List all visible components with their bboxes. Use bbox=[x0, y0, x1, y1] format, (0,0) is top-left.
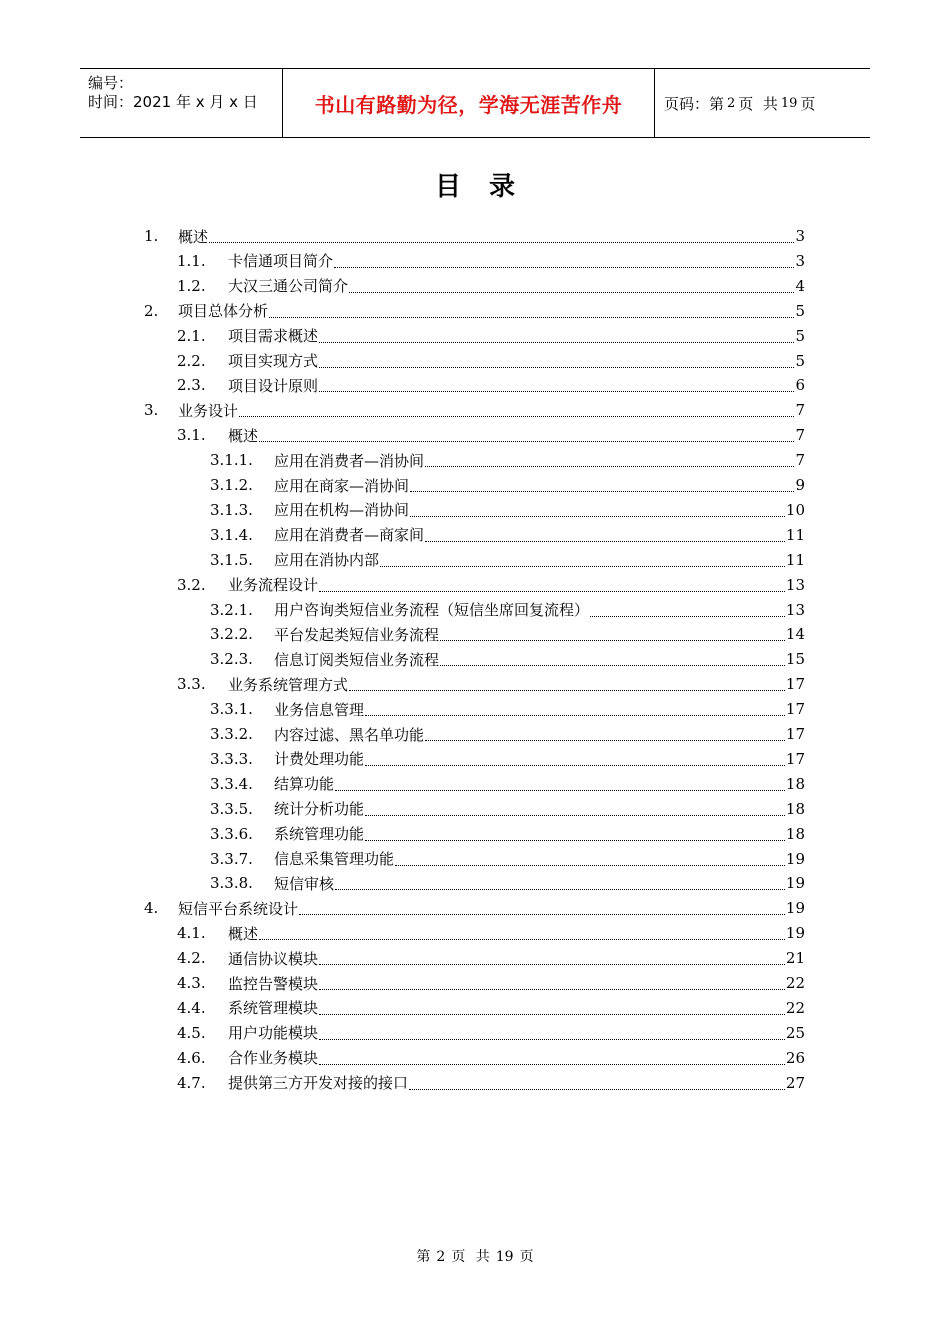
toc-entry-number: 2.2. bbox=[177, 351, 206, 370]
toc-entry-title: 应用在商家—消协间 bbox=[274, 476, 410, 495]
toc-entry-page: 27 bbox=[785, 1073, 805, 1092]
toc-entry[interactable] bbox=[210, 647, 805, 671]
toc-entry-page: 11 bbox=[785, 550, 805, 569]
toc-entry-number: 3. bbox=[144, 401, 159, 420]
toc-entry-number: 2. bbox=[144, 301, 159, 320]
toc-dot-leader bbox=[440, 664, 785, 666]
toc-entry-title: 业务信息管理 bbox=[274, 700, 365, 719]
toc-entry-page: 21 bbox=[785, 949, 805, 968]
toc-dot-leader bbox=[319, 341, 794, 343]
toc-entry-title: 项目设计原则 bbox=[228, 376, 319, 395]
toc-entry[interactable] bbox=[177, 423, 805, 447]
toc-entry-number: 3.2. bbox=[177, 575, 206, 594]
toc-entry[interactable] bbox=[210, 622, 805, 646]
toc-dot-leader bbox=[269, 316, 794, 318]
toc-entry-page: 19 bbox=[785, 874, 805, 893]
toc-entry-number: 4. bbox=[144, 899, 159, 918]
toc-entry-number: 2.1. bbox=[177, 326, 206, 345]
toc-entry-title: 项目总体分析 bbox=[178, 302, 269, 321]
toc-dot-leader bbox=[365, 764, 785, 766]
toc-entry-number: 4.2. bbox=[177, 949, 206, 968]
toc-entry-page: 7 bbox=[795, 401, 805, 420]
toc-dot-leader bbox=[590, 615, 785, 617]
toc-entry-page: 17 bbox=[785, 749, 805, 768]
toc-dot-leader bbox=[319, 1063, 785, 1065]
toc-entry-number: 3.2.2. bbox=[210, 625, 253, 644]
header-meta-cell bbox=[80, 69, 283, 137]
header-motto-cell bbox=[283, 69, 655, 137]
toc-entry-title: 用户功能模块 bbox=[228, 1024, 319, 1043]
toc-entry[interactable] bbox=[177, 1071, 805, 1095]
toc-entry-number: 3.3.7. bbox=[210, 849, 253, 868]
toc-dot-leader bbox=[425, 465, 794, 467]
toc-dot-leader bbox=[349, 291, 794, 293]
toc-entry-number: 3.3.1. bbox=[210, 700, 253, 719]
toc-entry-title: 项目需求概述 bbox=[228, 327, 319, 346]
toc-entry-page: 18 bbox=[785, 824, 805, 843]
toc-entry-number: 2.3. bbox=[177, 376, 206, 395]
toc-entry-number: 3.3.3. bbox=[210, 749, 253, 768]
toc-dot-leader bbox=[410, 490, 794, 492]
toc-dot-leader bbox=[365, 839, 785, 841]
toc-entry-page: 3 bbox=[795, 251, 805, 270]
toc-entry-title: 应用在消费者—消协间 bbox=[274, 451, 425, 470]
toc-entry-title: 统计分析功能 bbox=[274, 800, 365, 819]
toc-entry-title: 短信平台系统设计 bbox=[178, 899, 299, 918]
toc-entry-number: 3.2.1. bbox=[210, 600, 253, 619]
toc-entry-page: 9 bbox=[795, 476, 805, 494]
toc-dot-leader bbox=[425, 540, 785, 542]
toc-entry-title: 卡信通项目简介 bbox=[228, 252, 334, 271]
toc-entry[interactable] bbox=[210, 448, 805, 472]
toc-entry-page: 7 bbox=[795, 426, 805, 445]
toc-dot-leader bbox=[319, 366, 794, 368]
toc-dot-leader bbox=[239, 415, 794, 417]
toc-entry-title: 大汉三通公司简介 bbox=[228, 277, 349, 296]
header-page-cell bbox=[655, 69, 870, 137]
page-title: 目录 bbox=[434, 172, 543, 202]
page-footer bbox=[0, 1246, 950, 1266]
toc-entry-number: 3.3.2. bbox=[210, 725, 253, 743]
toc-entry[interactable] bbox=[177, 349, 805, 373]
toc-entry-number: 4.1. bbox=[177, 924, 206, 943]
toc-entry-page: 26 bbox=[785, 1048, 805, 1067]
toc-entry-title: 计费处理功能 bbox=[274, 750, 365, 769]
toc-dot-leader bbox=[259, 440, 794, 442]
toc-dot-leader bbox=[349, 689, 785, 691]
toc-entry-number: 1.2. bbox=[177, 276, 206, 295]
toc-dot-leader bbox=[425, 739, 785, 741]
toc-entry[interactable] bbox=[210, 822, 805, 846]
toc-entry[interactable] bbox=[177, 946, 805, 970]
toc-entry-title: 通信协议模块 bbox=[228, 949, 319, 968]
toc-entry-number: 3.3.8. bbox=[210, 874, 253, 893]
toc-entry[interactable] bbox=[210, 697, 805, 721]
toc-entry-number: 4.6. bbox=[177, 1048, 206, 1067]
toc-entry-page: 5 bbox=[795, 351, 805, 370]
toc-dot-leader bbox=[365, 814, 785, 816]
toc-entry-title: 业务流程设计 bbox=[228, 576, 319, 595]
toc-entry-title: 概述 bbox=[228, 426, 259, 445]
toc-entry[interactable] bbox=[210, 847, 805, 871]
toc-entry[interactable] bbox=[177, 274, 805, 298]
toc-entry-page: 4 bbox=[795, 276, 805, 295]
toc-dot-leader bbox=[395, 864, 785, 866]
toc-entry-number: 4.7. bbox=[177, 1073, 206, 1092]
toc-entry[interactable] bbox=[210, 772, 805, 796]
toc-dot-leader bbox=[410, 515, 785, 517]
toc-entry[interactable] bbox=[144, 299, 805, 323]
toc-dot-leader bbox=[209, 241, 794, 243]
toc-entry-title: 内容过滤、黑名单功能 bbox=[274, 725, 425, 744]
toc-entry-title: 结算功能 bbox=[274, 775, 335, 794]
toc-entry-title: 业务系统管理方式 bbox=[228, 675, 349, 694]
toc-entry-number: 3.3.4. bbox=[210, 774, 253, 793]
toc-entry-page: 17 bbox=[785, 700, 805, 719]
toc-dot-leader bbox=[440, 639, 785, 641]
toc-entry-page: 17 bbox=[785, 725, 805, 743]
toc-entry-page: 18 bbox=[785, 799, 805, 818]
toc-entry[interactable] bbox=[210, 548, 805, 572]
toc-dot-leader bbox=[319, 988, 785, 990]
footer-current: 2 bbox=[436, 1249, 446, 1265]
toc-entry[interactable] bbox=[177, 971, 805, 995]
toc-dot-leader bbox=[335, 789, 785, 791]
toc-entry[interactable] bbox=[177, 573, 805, 597]
toc-entry-page: 11 bbox=[785, 525, 805, 544]
toc-entry-page: 15 bbox=[785, 650, 805, 669]
toc-entry-page: 5 bbox=[795, 301, 805, 320]
toc-dot-leader bbox=[319, 1013, 785, 1015]
toc-entry[interactable] bbox=[177, 324, 805, 348]
toc-entry[interactable] bbox=[210, 722, 805, 746]
toc-dot-leader bbox=[319, 390, 794, 392]
toc-entry[interactable] bbox=[177, 921, 805, 945]
toc-entry-number: 1. bbox=[144, 227, 159, 245]
footer-unit2: 页 bbox=[519, 1249, 534, 1265]
toc-entry-number: 3.1.3. bbox=[210, 500, 253, 519]
toc-entry-number: 3.1. bbox=[177, 426, 206, 445]
page-label: 页码：第 bbox=[664, 94, 725, 113]
toc-entry-page: 19 bbox=[785, 899, 805, 918]
footer-total: 19 bbox=[495, 1249, 514, 1265]
toc-entry-page: 6 bbox=[795, 376, 805, 395]
toc-entry[interactable] bbox=[210, 498, 805, 522]
toc-entry-number: 4.3. bbox=[177, 974, 206, 992]
toc-entry-page: 7 bbox=[795, 451, 805, 470]
toc-entry[interactable] bbox=[210, 797, 805, 821]
toc-entry-title: 概述 bbox=[178, 227, 209, 246]
toc-entry[interactable] bbox=[177, 373, 805, 397]
toc-entry[interactable] bbox=[210, 871, 805, 895]
toc-entry-page: 5 bbox=[795, 326, 805, 345]
toc-dot-leader bbox=[409, 1088, 785, 1090]
toc-entry-title: 项目实现方式 bbox=[228, 352, 319, 370]
toc-dot-leader bbox=[335, 888, 785, 890]
toc-entry-number: 3.3. bbox=[177, 675, 206, 694]
toc-entry-title: 系统管理功能 bbox=[274, 825, 365, 844]
toc-entry-number: 3.3.5. bbox=[210, 799, 253, 818]
toc-entry-title: 监控告警模块 bbox=[228, 974, 319, 993]
toc-entry[interactable] bbox=[177, 1021, 805, 1045]
toc-entry-title: 应用在机构—消协间 bbox=[274, 501, 410, 520]
toc-entry[interactable] bbox=[177, 672, 805, 696]
toc-entry[interactable] bbox=[177, 996, 805, 1020]
toc-entry-title: 提供第三方开发对接的接口 bbox=[228, 1074, 409, 1093]
toc-entry-number: 3.1.4. bbox=[210, 525, 253, 544]
toc-entry[interactable] bbox=[210, 523, 805, 547]
toc-entry-title: 信息订阅类短信业务流程 bbox=[274, 650, 440, 669]
toc-entry-page: 22 bbox=[785, 974, 805, 992]
footer-unit: 页 bbox=[451, 1249, 466, 1265]
toc-entry-page: 22 bbox=[785, 998, 805, 1017]
toc-entry-page: 19 bbox=[785, 849, 805, 868]
toc-dot-leader bbox=[319, 590, 785, 592]
toc-entry-title: 合作业务模块 bbox=[228, 1049, 319, 1068]
toc-entry-page: 13 bbox=[785, 600, 805, 619]
page-header bbox=[80, 68, 870, 138]
toc-entry-number: 3.3.6. bbox=[210, 824, 253, 843]
toc-entry-title: 系统管理模块 bbox=[228, 999, 319, 1018]
footer-total-label: 共 bbox=[475, 1249, 490, 1265]
toc-entry-page: 14 bbox=[785, 625, 805, 644]
toc-entry-title: 业务设计 bbox=[178, 401, 239, 420]
toc-entry-title: 信息采集管理功能 bbox=[274, 850, 395, 868]
time-label: 时间：2021 年 x 月 x 日 bbox=[88, 93, 258, 111]
toc-entry-number: 4.4. bbox=[177, 998, 206, 1017]
toc-entry-page: 3 bbox=[795, 227, 805, 245]
toc-entry-title: 用户咨询类短信业务流程（短信坐席回复流程） bbox=[274, 601, 590, 619]
toc-entry-page: 19 bbox=[785, 924, 805, 943]
toc-entry[interactable] bbox=[144, 398, 805, 422]
toc-entry[interactable] bbox=[210, 747, 805, 771]
toc-entry-title: 应用在消协内部 bbox=[274, 551, 380, 570]
toc-entry[interactable] bbox=[177, 249, 805, 273]
toc-entry-number: 3.2.3. bbox=[210, 650, 253, 669]
toc-dot-leader bbox=[380, 565, 785, 567]
toc-entry-number: 1.1. bbox=[177, 251, 206, 270]
toc-entry[interactable] bbox=[210, 473, 805, 497]
motto-text: 书山有路勤为径，学海无涯苦作舟 bbox=[314, 92, 623, 117]
toc-entry[interactable] bbox=[144, 224, 805, 248]
toc-entry-title: 概述 bbox=[228, 924, 259, 943]
toc-entry-page: 10 bbox=[785, 500, 805, 519]
toc-entry-page: 13 bbox=[785, 575, 805, 594]
toc-entry-title: 平台发起类短信业务流程 bbox=[274, 625, 440, 644]
toc-entry-title: 应用在消费者—商家间 bbox=[274, 526, 425, 545]
toc-entry-page: 25 bbox=[785, 1023, 805, 1042]
page-total-label: 共 bbox=[762, 94, 778, 113]
toc-dot-leader bbox=[299, 913, 785, 915]
toc-entry-number: 3.1.2. bbox=[210, 476, 253, 494]
toc-entry-number: 4.5. bbox=[177, 1023, 206, 1042]
page-unit: 页 bbox=[738, 94, 754, 113]
toc-entry-page: 18 bbox=[785, 774, 805, 793]
toc-entry[interactable] bbox=[210, 598, 805, 622]
toc-dot-leader bbox=[319, 1038, 785, 1040]
toc-entry[interactable] bbox=[144, 896, 805, 920]
page-total: 19 bbox=[780, 95, 798, 111]
toc-entry-page: 17 bbox=[785, 675, 805, 694]
toc-entry[interactable] bbox=[177, 1046, 805, 1070]
page-unit2: 页 bbox=[800, 94, 816, 113]
toc-entry-number: 3.1.1. bbox=[210, 451, 253, 470]
footer-prefix: 第 bbox=[416, 1249, 431, 1265]
toc-dot-leader bbox=[334, 266, 794, 268]
toc-dot-leader bbox=[365, 714, 785, 716]
toc-dot-leader bbox=[319, 963, 785, 965]
toc-dot-leader bbox=[259, 938, 785, 940]
toc-entry-title: 短信审核 bbox=[274, 874, 335, 893]
toc-entry-number: 3.1.5. bbox=[210, 550, 253, 569]
code-label: 编号： bbox=[88, 74, 134, 92]
page-current: 2 bbox=[727, 95, 736, 111]
